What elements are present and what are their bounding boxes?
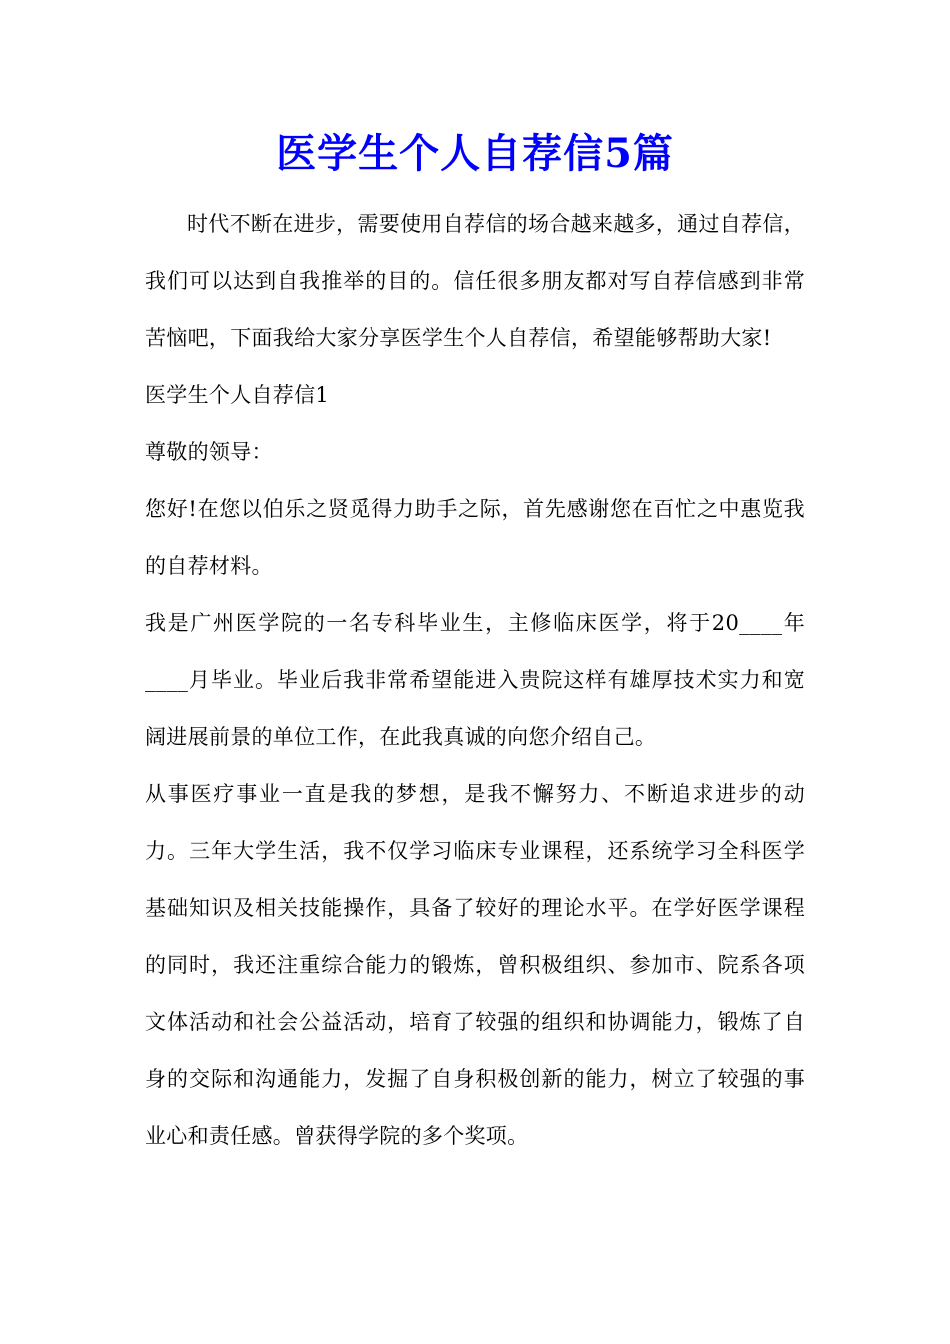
document-body [145,196,805,1165]
document-title: 医学生个人自荐信5篇 [276,130,674,177]
intro-paragraph: 时代不断在进步，需要使用自荐信的场合越来越多，通过自荐信，我们可以达到自我推举的目的。信任很多朋友都对写自荐信感到非常苦恼吧，下面我给大家分享医学生个人自荐信，希望能够帮助大家! [145,212,805,350]
letter-greeting-paragraph: 您好!在您以伯乐之贤觅得力助手之际，首先感谢您在百忙之中惠览我的自荐材料。 [145,497,805,578]
letter-introduction-paragraph: 我是广州医学院的一名专科毕业生，主修临床医学，将于20____年____月毕业。毕业后我非常希望能进入贵院这样有雄厚技术实力和宽阔进展前景的单位工作，在此我真诚的向您介绍自己。 [145,611,805,749]
letter-heading: 医学生个人自荐信1 [145,383,330,407]
letter-experience-paragraph: 从事医疗事业一直是我的梦想，是我不懈努力、不断追求进步的动力。三年大学生活，我不仅学习临床专业课程，还系统学习全科医学基础知识及相关技能操作，具备了较好的理论水平。在学好医学课程的同时，我还注重综合能力的锻炼，曾积极组织、参加市、院系各项文体活动和社会公益活动，培育了较强的组织和协调能力，锻炼了自身的交际和沟通能力，发掘了自身积极创新的能力，树立了较强的事业心和责任感。曾获得学院的多个奖项。 [145,782,805,1148]
letter-salutation: 尊敬的领导： [145,440,273,464]
